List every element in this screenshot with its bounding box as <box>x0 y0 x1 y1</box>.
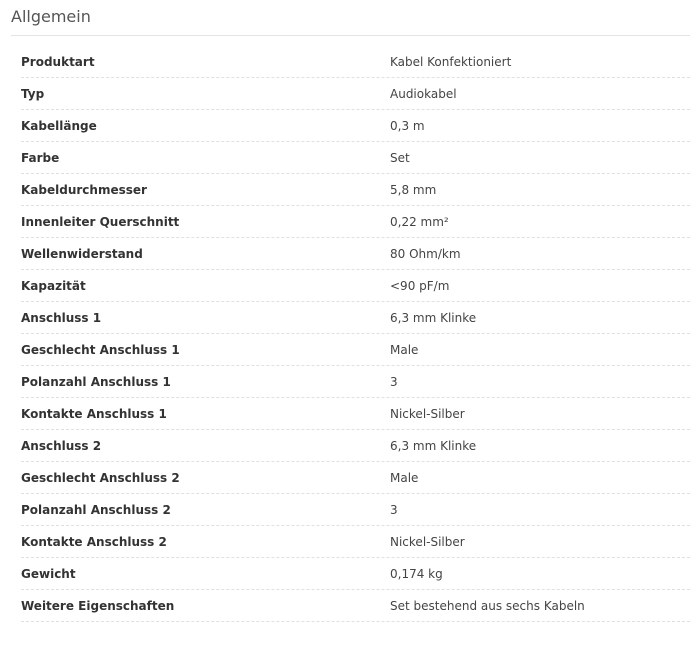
spec-label: Gewicht <box>21 566 76 581</box>
spec-value: Nickel-Silber <box>390 406 465 421</box>
spec-label: Anschluss 2 <box>21 438 102 453</box>
spec-row <box>21 46 690 78</box>
spec-label: Anschluss 1 <box>21 310 102 325</box>
spec-label: Kabellänge <box>21 118 97 133</box>
spec-value: 0,3 m <box>390 118 425 133</box>
spec-label: Polanzahl Anschluss 2 <box>21 502 171 517</box>
spec-value: Audiokabel <box>390 86 457 101</box>
spec-label: Geschlecht Anschluss 1 <box>21 342 180 357</box>
spec-row <box>21 206 690 238</box>
spec-value: 0,22 mm² <box>390 214 449 229</box>
spec-row <box>21 462 690 494</box>
spec-table <box>21 46 690 622</box>
spec-row <box>21 174 690 206</box>
spec-label: Geschlecht Anschluss 2 <box>21 470 180 485</box>
spec-row <box>21 366 690 398</box>
spec-label: Kontakte Anschluss 2 <box>21 534 167 549</box>
spec-row <box>21 238 690 270</box>
spec-value: Male <box>390 342 419 357</box>
spec-value: <90 pF/m <box>390 278 450 293</box>
spec-label: Weitere Eigenschaften <box>21 598 175 613</box>
spec-value: Kabel Konfektioniert <box>390 54 512 69</box>
spec-value: 80 Ohm/km <box>390 246 461 261</box>
spec-row <box>21 142 690 174</box>
spec-value: 6,3 mm Klinke <box>390 310 477 325</box>
spec-label: Produktart <box>21 54 95 69</box>
spec-label: Kabeldurchmesser <box>21 182 147 197</box>
spec-value: 0,174 kg <box>390 566 443 581</box>
spec-value: Male <box>390 470 419 485</box>
spec-row <box>21 558 690 590</box>
spec-value: 3 <box>390 374 398 389</box>
section-divider <box>11 35 690 36</box>
spec-value: Nickel-Silber <box>390 534 465 549</box>
spec-row <box>21 430 690 462</box>
spec-row <box>21 78 690 110</box>
spec-value: 5,8 mm <box>390 182 437 197</box>
spec-row <box>21 590 690 622</box>
spec-row <box>21 526 690 558</box>
spec-value: 3 <box>390 502 398 517</box>
spec-value: 6,3 mm Klinke <box>390 438 477 453</box>
spec-label: Farbe <box>21 150 60 165</box>
spec-label: Kontakte Anschluss 1 <box>21 406 167 421</box>
section-title: Allgemein <box>11 7 91 26</box>
spec-value: Set bestehend aus sechs Kabeln <box>390 598 585 613</box>
spec-row <box>21 494 690 526</box>
spec-row <box>21 270 690 302</box>
spec-row <box>21 334 690 366</box>
spec-label: Kapazität <box>21 278 86 293</box>
spec-label: Wellenwiderstand <box>21 246 143 261</box>
spec-row <box>21 302 690 334</box>
spec-row <box>21 398 690 430</box>
spec-label: Polanzahl Anschluss 1 <box>21 374 171 389</box>
spec-value: Set <box>390 150 410 165</box>
spec-label: Innenleiter Querschnitt <box>21 214 180 229</box>
spec-label: Typ <box>21 86 45 101</box>
spec-row <box>21 110 690 142</box>
